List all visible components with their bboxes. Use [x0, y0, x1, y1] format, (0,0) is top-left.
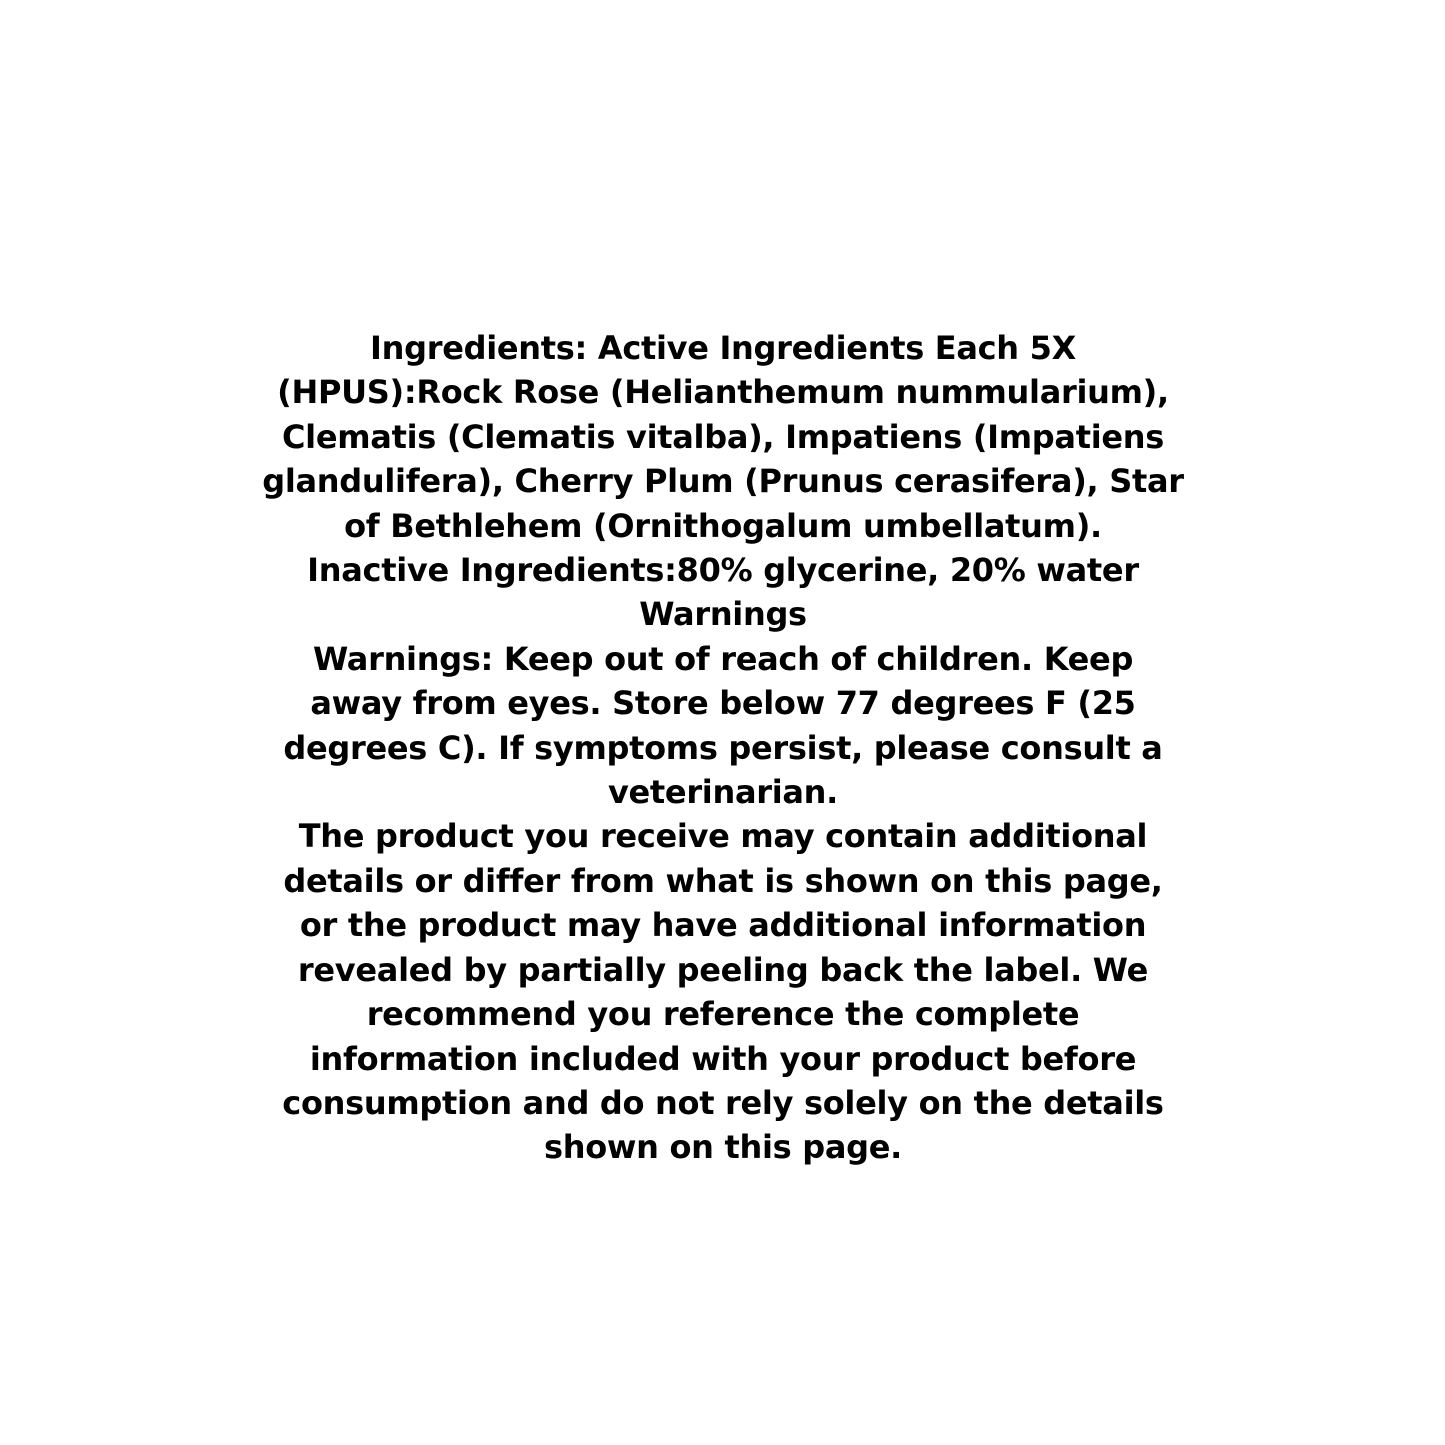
inactive-ingredients-paragraph: Inactive Ingredients:80% glycerine, 20% water [307, 551, 1139, 590]
disclaimer-paragraph: The product you receive may contain additional details or differ from what is shown on this page, or the product may have additional information revealed by partially peeling back the label. We recommend you reference the complete information included with your product before consumption and do not rely solely on the details shown on this page. [282, 817, 1164, 1167]
warnings-heading: Warnings [639, 595, 807, 634]
product-label-text [262, 326, 1184, 1170]
ingredients-paragraph: Ingredients: Active Ingredients Each 5X (HPUS):Rock Rose (Helianthemum nummularium), Clematis (Clematis vitalba), Impatiens (Impatiens glandulifera), Cherry Plum (Prunus cerasifera), Star of Bethlehem (Ornithogalum umbellatum). [262, 329, 1184, 545]
warnings-paragraph: Warnings: Keep out of reach of children. Keep away from eyes. Store below 77 degrees F (25 degrees C). If symptoms persist, please consult a veterinarian. [283, 639, 1163, 812]
